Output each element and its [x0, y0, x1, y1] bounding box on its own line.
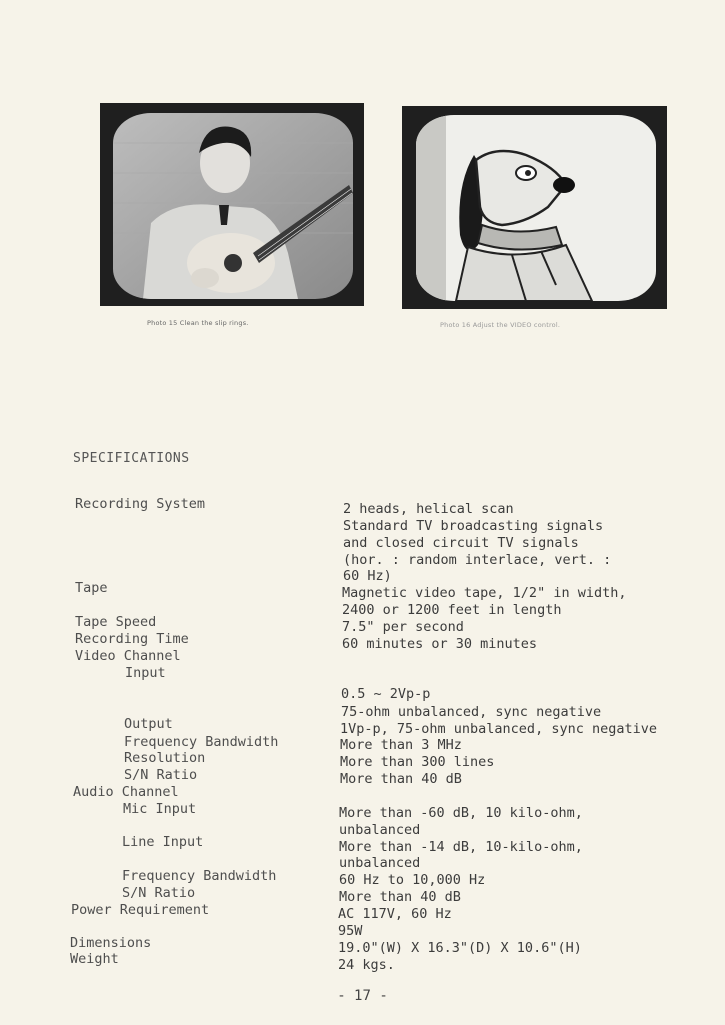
spec-value-line: More than 3 MHz [340, 737, 462, 753]
spec-value-line: 2 heads, helical scan [343, 501, 514, 517]
spec-label-video-frequency-bandwidth: Frequency Bandwidth [124, 734, 279, 750]
spec-value-line: 0.5 ~ 2Vp-p [341, 686, 431, 702]
spec-value-line: Magnetic video tape, 1/2" in width, [342, 585, 627, 601]
spec-label-tape: Tape [75, 580, 108, 596]
spec-value-line: More than 300 lines [340, 754, 495, 770]
spec-label-video-output: Output [124, 716, 173, 732]
spec-value-line: unbalanced [339, 822, 421, 838]
spec-value-line: 2400 or 1200 feet in length [342, 602, 562, 618]
spec-label-dimensions: Dimensions [70, 935, 152, 951]
spec-value-line: AC 117V, 60 Hz [338, 906, 452, 922]
spec-label-line-input: Line Input [122, 834, 204, 850]
spec-label-weight: Weight [70, 951, 119, 967]
spec-value-line: (hor. : random interlace, vert. : [343, 552, 612, 568]
photo-16 [402, 106, 667, 309]
spec-label-recording-time: Recording Time [75, 631, 189, 647]
spec-value-line: 7.5" per second [342, 619, 464, 635]
photo-15 [100, 103, 364, 306]
spec-label-recording-system: Recording System [75, 496, 206, 512]
spec-value-line: 24 kgs. [338, 957, 395, 973]
spec-value-line: 60 Hz) [343, 568, 392, 584]
photo-16-caption: Photo 16 Adjust the VIDEO control. [440, 321, 561, 329]
spec-label-power-requirement: Power Requirement [71, 902, 210, 918]
spec-value-line: and closed circuit TV signals [343, 535, 579, 551]
guitarist-screen-icon [113, 113, 353, 299]
spec-label-mic-input: Mic Input [123, 801, 197, 817]
spec-value-line: More than -60 dB, 10 kilo-ohm, [339, 805, 583, 821]
spec-label-audio-sn-ratio: S/N Ratio [122, 885, 196, 901]
spec-label-tape-speed: Tape Speed [75, 614, 157, 630]
photo-15-caption: Photo 15 Clean the slip rings. [147, 319, 249, 327]
spec-label-video-input: Input [125, 665, 166, 681]
spec-label-resolution: Resolution [124, 750, 206, 766]
cartoon-dog-screen-icon [416, 115, 656, 301]
spec-value-line: 60 minutes or 30 minutes [342, 636, 538, 652]
spec-value-line: unbalanced [339, 855, 421, 871]
spec-label-audio-frequency-bandwidth: Frequency Bandwidth [122, 868, 277, 884]
spec-value-line: More than -14 dB, 10-kilo-ohm, [339, 839, 583, 855]
spec-value-line: 75-ohm unbalanced, sync negative [341, 704, 602, 720]
page-number: - 17 - [337, 988, 388, 1004]
spec-value-line: 1Vp-p, 75-ohm unbalanced, sync negative [340, 721, 657, 737]
spec-label-video-sn-ratio: S/N Ratio [124, 767, 198, 783]
spec-label-video-channel: Video Channel [75, 648, 181, 664]
spec-value-line: More than 40 dB [339, 889, 461, 905]
spec-label-audio-channel: Audio Channel [73, 784, 179, 800]
spec-value-line: 19.0"(W) X 16.3"(D) X 10.6"(H) [338, 940, 582, 956]
specifications-heading: SPECIFICATIONS [73, 451, 190, 466]
spec-value-line: More than 40 dB [340, 771, 462, 787]
spec-value-line: Standard TV broadcasting signals [343, 518, 604, 534]
spec-value-line: 95W [338, 923, 363, 939]
spec-value-line: 60 Hz to 10,000 Hz [339, 872, 486, 888]
